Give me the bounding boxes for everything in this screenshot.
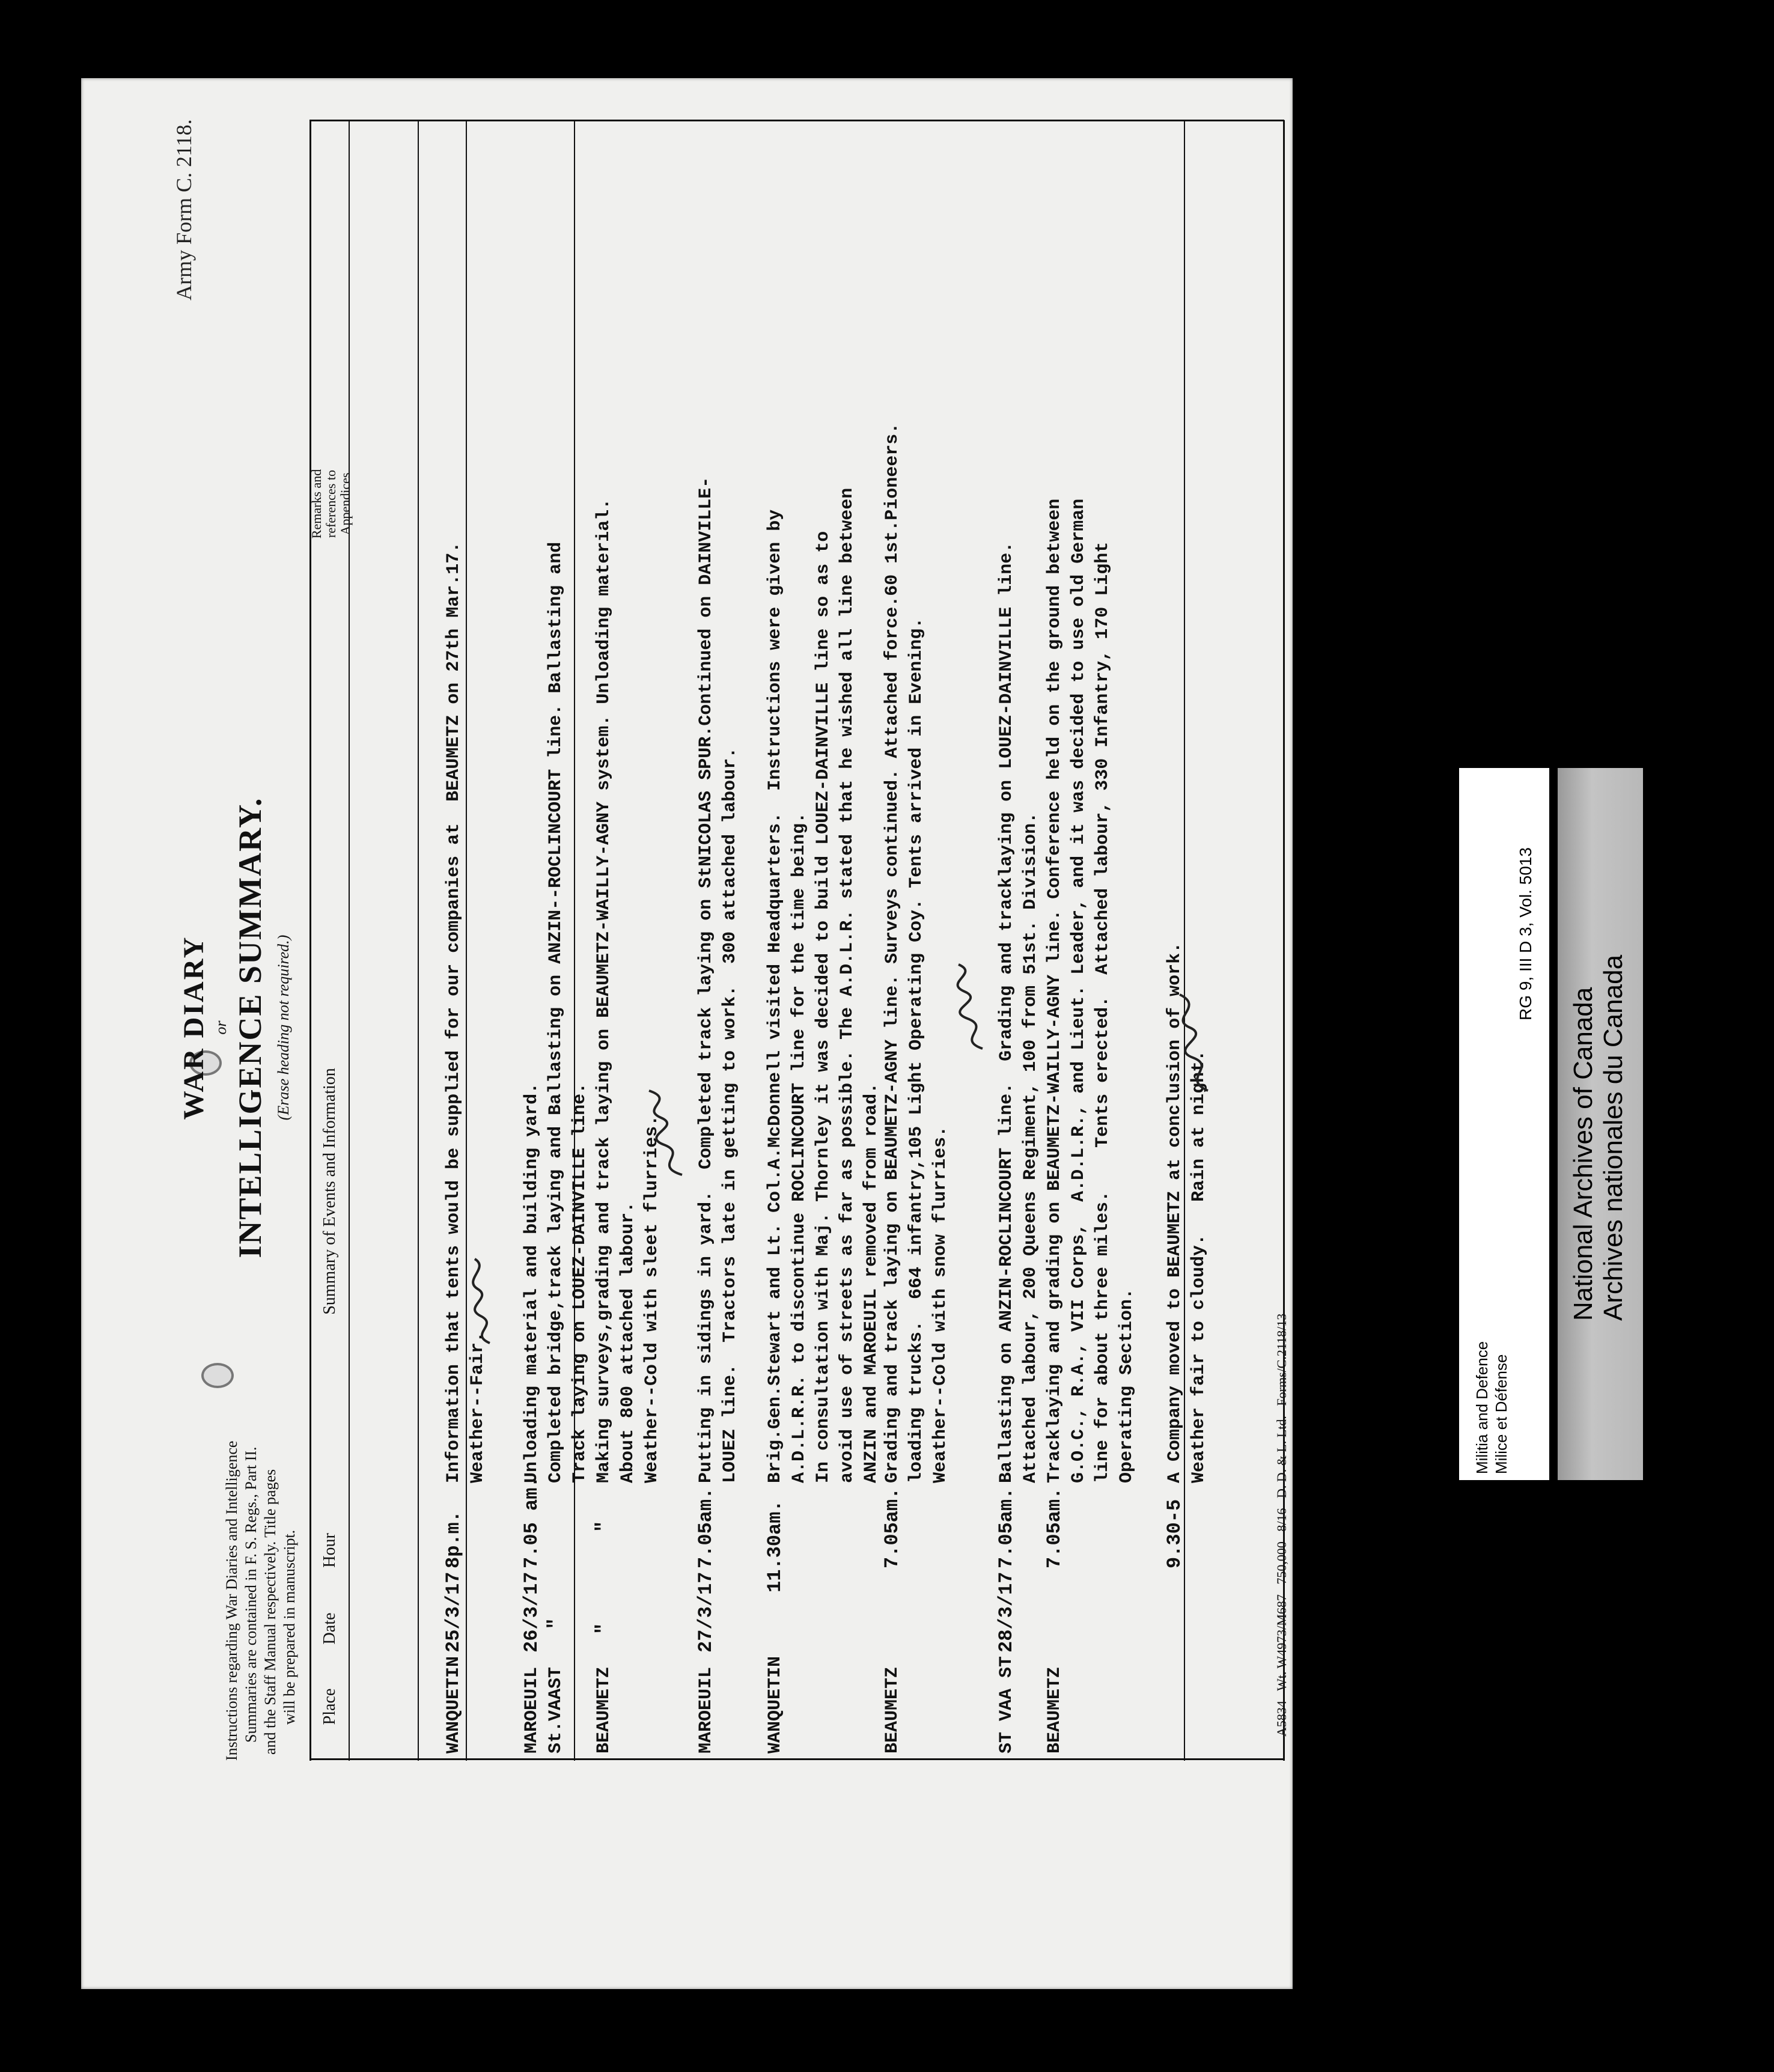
entry-place: WANQUETIN [444, 1656, 464, 1754]
entry-place: BEAUMETZ [1044, 1666, 1065, 1754]
entry-date: 25/3/17 [442, 1571, 465, 1653]
archive-name-label [1558, 768, 1643, 1480]
entry-place: MAROEUIL St.VAAST [522, 1666, 566, 1754]
archive-name: National Archives of Canada Archives nationales du Canada [1568, 954, 1628, 1321]
entry-hour: 11.30am. [764, 1500, 786, 1592]
entry-text: Putting in sidings in yard. Completed track laying on StNICOLAS SPUR.Continued on DAINVILLE- LOUEZ line. Tractors late in getting to work. 300 attached labour. [696, 477, 740, 1483]
table-left-rule [309, 1758, 1284, 1760]
handwritten-initials [953, 961, 995, 1052]
entry-place: ST VAA ST [996, 1656, 1017, 1754]
entry-hour: 7.05am. [881, 1487, 903, 1568]
entry-hour: 7.05am. [995, 1487, 1017, 1568]
entry-place: BEAUMETZ [594, 1666, 614, 1754]
war-diary-page [81, 78, 1293, 1989]
handwritten-initials [466, 1256, 502, 1346]
diary-title: WAR DIARY [178, 935, 210, 1120]
form-printer-line: A5834 Wt. W4973/M687 750,000 8/16 D. D. & L. Ltd. Forms/C.2118/13 [1274, 1313, 1289, 1737]
entry-hour: 8p.m. [442, 1510, 465, 1568]
entry-text: Unloading material and building yard. Completed bridge,track laying and Ballasting on ANZIN--ROCLINCOURT line. Ballasting and Track laying on LOUEZ-DAINVILLE line. [522, 541, 590, 1483]
erase-note: (Erase heading not required.) [275, 934, 292, 1121]
entry-text: A Company moved to BEAUMETZ at conclusion of work. Weather fair to cloudy. Rain at night. [1165, 942, 1209, 1483]
col-header-hour: Hour [320, 1533, 339, 1568]
entry-place: BEAUMETZ [882, 1666, 903, 1754]
entry-date: " [593, 1623, 615, 1635]
form-number: Army Form C. 2118. [172, 119, 196, 300]
entry-place: MAROEUIL [696, 1666, 716, 1754]
table-right-rule [309, 120, 1284, 121]
entry-date: 28/3/17 [995, 1571, 1017, 1653]
entry-hour: 9.30-5 [1163, 1499, 1186, 1568]
archive-reference-label [1459, 768, 1549, 1480]
entry-text: Ballasting on ANZIN-ROCLINCOURT line. Grading and tracklaying on LOUEZ-DAINVILLE line. Attached labour, 200 Queens Regiment, 100 from 51st. Division. [996, 541, 1041, 1483]
col-header-place: Place [320, 1688, 339, 1725]
entry-date: 27/3/17 [695, 1571, 717, 1653]
entry-text: Information that tents would be supplied for our companies at BEAUMETZ on 27th Mar.17. Weather--Fair. [444, 541, 488, 1483]
col-header-date: Date [320, 1612, 339, 1645]
entry-hour: 7.05am. [695, 1487, 717, 1568]
entry-hour: 7.05am. [1043, 1487, 1065, 1568]
handwritten-initials [1175, 992, 1223, 1094]
entry-text: Tracklaying and grading on BEAUMETZ-WAILLY-AGNY line. Conference held on the ground between G.O.C., R.A., VII Corps, A.D.L.R., and Lieut. Leader, and it was decided to use old German line for about three miles. Tents erected. Attached labour, 330 Infantry, 170 Light Operating Section. [1044, 498, 1137, 1483]
entry-text: Brig.Gen.Stewart and Lt. Col.A.McDonnell visited Headquarters. Instructions were given by A.D.L.R.R. to discontinue ROCLINCOURT line for the time being. In consultation with Maj. Thornley it was decided to build LOUEZ-DAINVILLE line so as to avoid use of streets as far as possible. The A.D.L.R. stated that he wished all line between ANZIN and MAROEUIL removed from road. [765, 487, 882, 1483]
column-rule-place [418, 120, 419, 1761]
entry-place: WANQUETIN [765, 1656, 785, 1754]
col-header-remarks: Remarks and references to Appendices [309, 469, 353, 539]
department-label: Militia and Defence Milice et Défense [1473, 1341, 1510, 1474]
entry-hour: " [593, 1520, 615, 1532]
entry-date: 26/3/17 " [520, 1571, 567, 1653]
record-reference: RG 9, III D 3, Vol. 5013 [1516, 847, 1535, 1020]
diary-subtitle: INTELLIGENCE SUMMARY. [232, 797, 268, 1258]
entry-hour: 7.05 am. [520, 1476, 543, 1568]
title-or: or [212, 1020, 230, 1035]
punch-hole [201, 1363, 234, 1388]
col-header-summary: Summary of Events and Information [320, 1068, 339, 1315]
handwritten-initials [646, 1088, 694, 1178]
entry-text: Grading and track laying on BEAUMETZ-AGNY line. Surveys continued. Attached force.60 1st.Pioneers. loading trucks. 664 infantry,105 Light Operating Coy. Tents arrived in Evening. Weather--Cold with snow flurries. [882, 422, 951, 1483]
entry-text: Making surveys,grading and track laying on BEAUMETZ-WAILLY-AGNY system. Unloading material. About 800 attached labour. Weather--Cold with sleet flurries. [594, 498, 662, 1483]
instructions: Instructions regarding War Diaries and Intelligence Summaries are contained in F. S. Regs., Part II. and the Staff Manual respectively. Title pages will be prepared in manuscript. [223, 1440, 298, 1761]
